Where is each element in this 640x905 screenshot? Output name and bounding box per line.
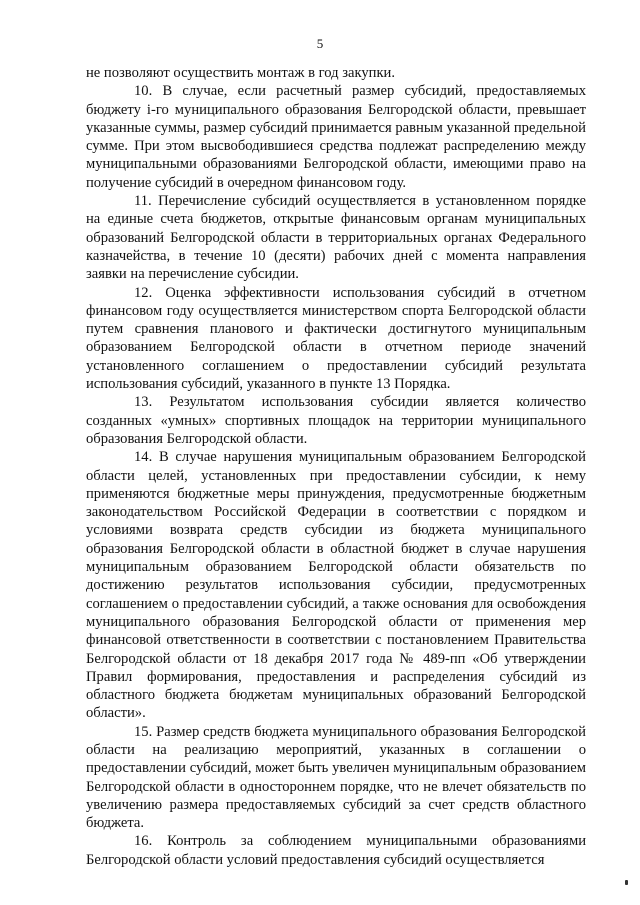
paragraph-12: 12. Оценка эффективности использования субсидий в отчетном финансовом году осуществляется министерством спорта Белгородской области путем сравнения планового и фактически достигнутого муниципальным образованием Белгородской области в отчетном периоде значений установленного соглашением о предоставлении субсидий результата использования субсидий, указанного в пункте 13 Порядка. xyxy=(86,284,586,393)
paragraph-14: 14. В случае нарушения муниципальным образованием Белгородской области целей, установленных при предоставлении субсидии, к нему применяются бюджетные меры принуждения, предусмотренные бюджетным законодательством Российской Федерации в соответствии с порядком и условиями возврата средств субсидии из бюджета муниципального образования Белгородской области в областной бюджет в случае нарушения муниципальным образованием Белгородской области обязательств по достижению результатов использования субсидии, предусмотренных соглашением о предоставлении субсидий, а также основания для освобождения муниципального образования Белгородской области от применения мер финансовой ответственности в соответствии с постановлением Правительства Белгородской области от 18 декабря 2017 года № 489-пп «Об утверждении Правил формирования, предоставления и распределения субсидий из областного бюджета бюджетам муниципальных образований Белгородской области». xyxy=(86,449,586,722)
paragraph-15: 15. Размер средств бюджета муниципального образования Белгородской области на реализацию мероприятий, указанных в соглашении о предоставлении субсидий, может быть увеличен муниципальным образованием Белгородской области в одностороннем порядке, что не влечет обязательств по увеличению размера предоставляемых субсидий за счет средств областного бюджета. xyxy=(86,723,586,832)
paragraph-13: 13. Результатом использования субсидии является количество созданных «умных» спортивных площадок на территории муниципального образования Белгородской области. xyxy=(86,394,586,447)
paragraph-10: 10. В случае, если расчетный размер субсидий, предоставляемых бюджету i-го муниципального образования Белгородской области, превышает указанные суммы, размер субсидий принимается равным указанной предельной сумме. При этом высвободившиеся средства подлежат распределению между муниципальными образованиями Белгородской области, имеющими право на получение субсидий в очередном финансовом году. xyxy=(86,83,586,191)
paragraph-continuation: не позволяют осуществить монтаж в год закупки. xyxy=(86,65,395,81)
paragraph-16: 16. Контроль за соблюдением муниципальными образованиями Белгородской области условий предоставления субсидий осуществляется xyxy=(86,833,586,868)
page-number: 5 xyxy=(316,36,324,51)
document-body xyxy=(86,64,586,869)
scan-speck xyxy=(625,880,628,885)
paragraph-11: 11. Перечисление субсидий осуществляется в установленном порядке на единые счета бюджетов, открытые финансовым органам муниципальных образований Белгородской области в территориальных органах Федерального казначейства, в течение 10 (десяти) рабочих дней с момента направления заявки на перечисление субсидии. xyxy=(86,193,586,283)
